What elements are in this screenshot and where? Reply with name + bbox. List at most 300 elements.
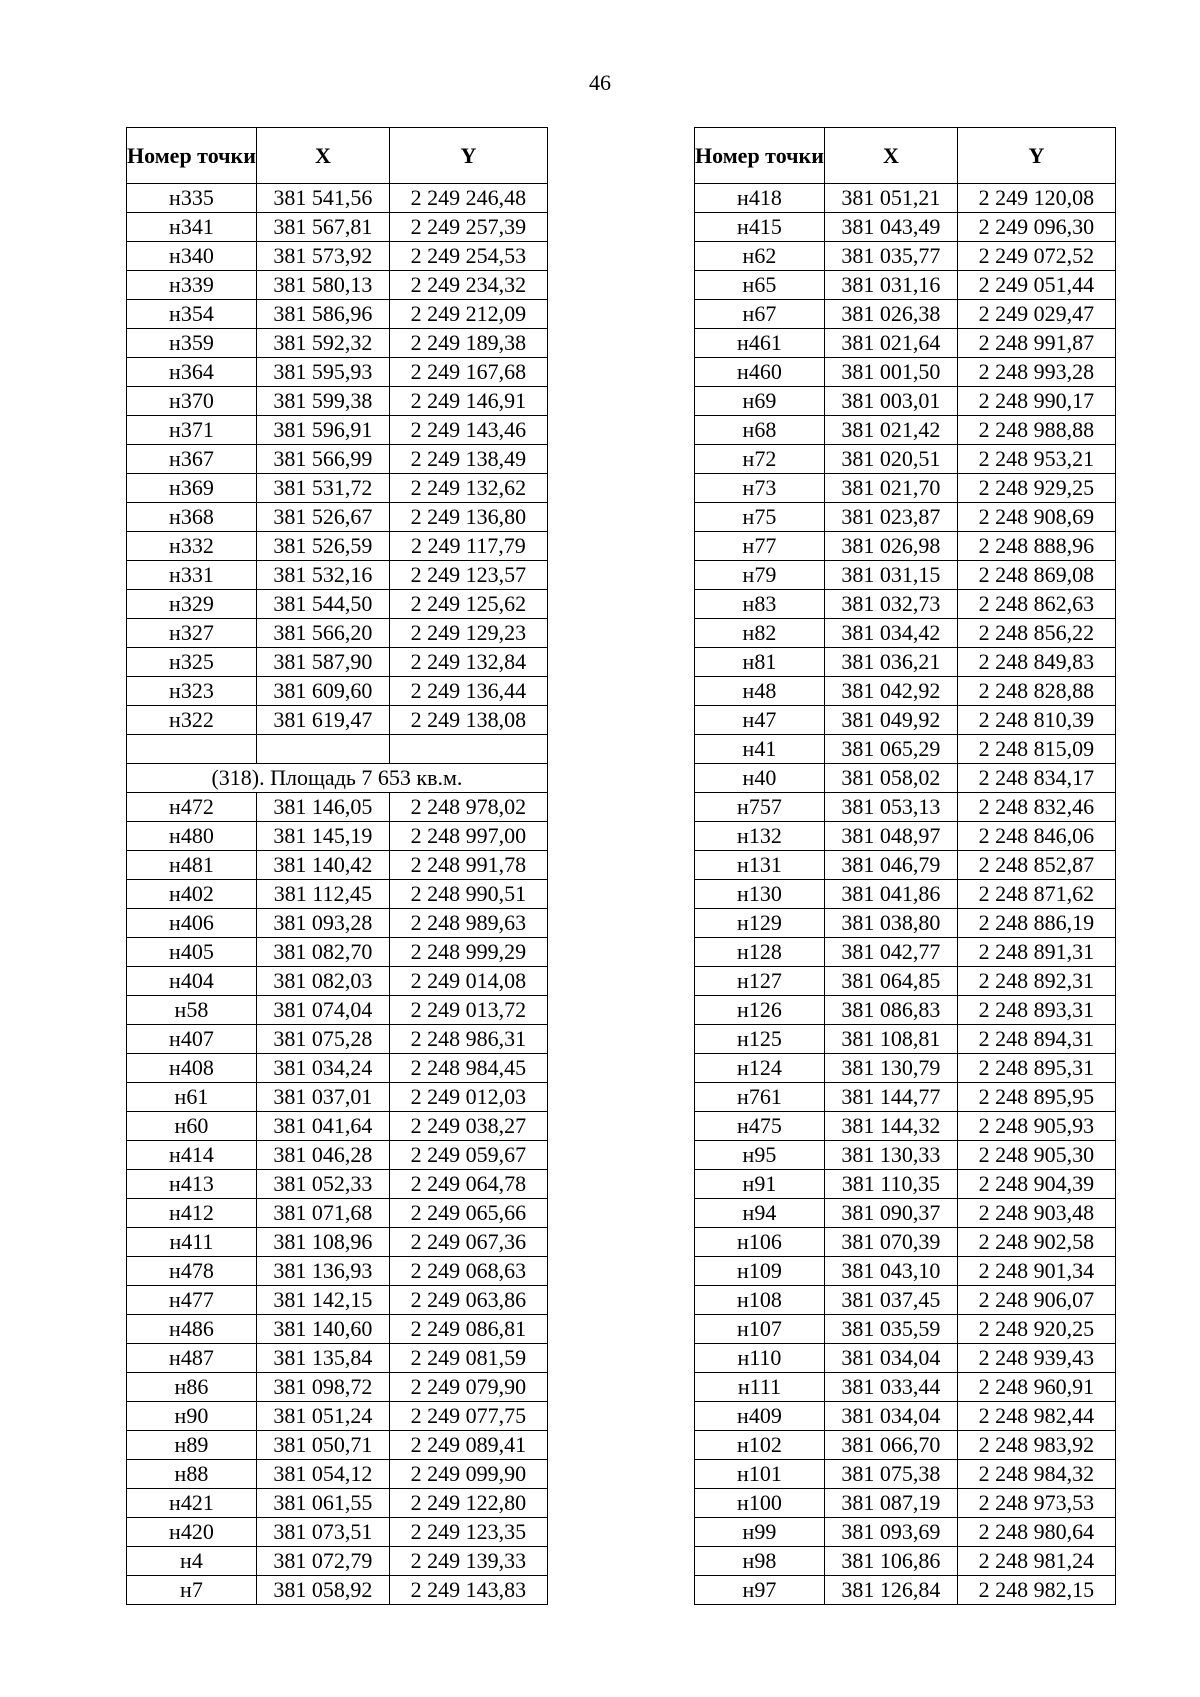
cell-point: н408 (127, 1054, 257, 1083)
cell-x: 381 042,77 (824, 938, 957, 967)
table-row (695, 706, 1116, 735)
cell-x: 381 041,86 (824, 880, 957, 909)
cell-point: н477 (127, 1286, 257, 1315)
cell-point: н41 (695, 735, 825, 764)
cell-point: н413 (127, 1170, 257, 1199)
cell-y: 2 249 139,33 (389, 1547, 547, 1576)
cell-point: н405 (127, 938, 257, 967)
cell-x: 381 034,04 (824, 1344, 957, 1373)
table-row (695, 1315, 1116, 1344)
table-row (695, 300, 1116, 329)
cell-x: 381 146,05 (256, 793, 389, 822)
table-row (695, 619, 1116, 648)
cell-y: 2 248 982,15 (957, 1576, 1115, 1605)
table-row (127, 213, 548, 242)
cell-x: 381 054,12 (256, 1460, 389, 1489)
cell-y: 2 249 123,35 (389, 1518, 547, 1547)
header-y: Y (957, 128, 1115, 184)
table-row (127, 242, 548, 271)
cell-x: 381 031,16 (824, 271, 957, 300)
cell-y: 2 249 079,90 (389, 1373, 547, 1402)
cell-x: 381 041,64 (256, 1112, 389, 1141)
cell-y: 2 248 999,29 (389, 938, 547, 967)
table-row (695, 851, 1116, 880)
cell-point: н325 (127, 648, 257, 677)
table-header-row (695, 128, 1116, 184)
cell-x: 381 140,60 (256, 1315, 389, 1344)
cell-y: 2 249 096,30 (957, 213, 1115, 242)
cell-y: 2 248 939,43 (957, 1344, 1115, 1373)
table-header-row (127, 128, 548, 184)
cell-x: 381 126,84 (824, 1576, 957, 1605)
cell-y: 2 248 828,88 (957, 677, 1115, 706)
header-x: X (256, 128, 389, 184)
cell-y: 2 248 894,31 (957, 1025, 1115, 1054)
table-row (695, 1112, 1116, 1141)
cell-x: 381 087,19 (824, 1489, 957, 1518)
table-row (127, 1576, 548, 1605)
cell-x: 381 110,35 (824, 1170, 957, 1199)
cell-point: н47 (695, 706, 825, 735)
cell-x: 381 130,79 (824, 1054, 957, 1083)
cell-y: 2 248 991,87 (957, 329, 1115, 358)
cell-point: н481 (127, 851, 257, 880)
cell-y: 2 248 869,08 (957, 561, 1115, 590)
cell-point: н480 (127, 822, 257, 851)
cell-x: 381 526,67 (256, 503, 389, 532)
cell-x: 381 142,15 (256, 1286, 389, 1315)
cell-point: н7 (127, 1576, 257, 1605)
cell-x: 381 023,87 (824, 503, 957, 532)
cell-x: 381 580,13 (256, 271, 389, 300)
table-row (695, 474, 1116, 503)
cell-point: н409 (695, 1402, 825, 1431)
cell-x: 381 020,51 (824, 445, 957, 474)
cell-y: 2 248 815,09 (957, 735, 1115, 764)
table-row (127, 706, 548, 735)
cell-point: н359 (127, 329, 257, 358)
cell-x: 381 066,70 (824, 1431, 957, 1460)
cell-x: 381 048,97 (824, 822, 957, 851)
cell-point: н98 (695, 1547, 825, 1576)
cell-x: 381 049,92 (824, 706, 957, 735)
cell-x: 381 531,72 (256, 474, 389, 503)
table-row (695, 387, 1116, 416)
cell-x: 381 136,93 (256, 1257, 389, 1286)
table-row (127, 474, 548, 503)
cell-y: 2 248 986,31 (389, 1025, 547, 1054)
cell-x: 381 051,24 (256, 1402, 389, 1431)
cell-point: н127 (695, 967, 825, 996)
cell-y: 2 248 862,63 (957, 590, 1115, 619)
cell-point: н478 (127, 1257, 257, 1286)
coordinates-table-left (126, 127, 548, 1605)
cell-y: 2 248 905,30 (957, 1141, 1115, 1170)
cell-point: н371 (127, 416, 257, 445)
table-row (695, 561, 1116, 590)
cell-point: н110 (695, 1344, 825, 1373)
cell-x (256, 735, 389, 764)
cell-x: 381 144,77 (824, 1083, 957, 1112)
cell-point: н91 (695, 1170, 825, 1199)
table-row (127, 271, 548, 300)
cell-y: 2 249 129,23 (389, 619, 547, 648)
table-row (127, 1025, 548, 1054)
cell-point: н340 (127, 242, 257, 271)
table-row (127, 184, 548, 213)
table-row (695, 1141, 1116, 1170)
cell-y: 2 249 143,83 (389, 1576, 547, 1605)
cell-y: 2 249 234,32 (389, 271, 547, 300)
table-row (695, 1576, 1116, 1605)
cell-x: 381 058,02 (824, 764, 957, 793)
cell-y: 2 248 856,22 (957, 619, 1115, 648)
cell-y: 2 249 132,84 (389, 648, 547, 677)
cell-x: 381 064,85 (824, 967, 957, 996)
cell-point: н109 (695, 1257, 825, 1286)
table-row (695, 967, 1116, 996)
table-row (127, 1315, 548, 1344)
cell-point: н411 (127, 1228, 257, 1257)
table-row (695, 1373, 1116, 1402)
table-row (695, 358, 1116, 387)
cell-x: 381 031,15 (824, 561, 957, 590)
cell-point: н472 (127, 793, 257, 822)
cell-y: 2 248 990,51 (389, 880, 547, 909)
cell-point: н327 (127, 619, 257, 648)
cell-x: 381 587,90 (256, 648, 389, 677)
cell-x: 381 034,24 (256, 1054, 389, 1083)
table-row (127, 416, 548, 445)
table-row (695, 735, 1116, 764)
cell-y: 2 248 888,96 (957, 532, 1115, 561)
cell-x: 381 526,59 (256, 532, 389, 561)
cell-x: 381 567,81 (256, 213, 389, 242)
cell-y: 2 248 960,91 (957, 1373, 1115, 1402)
table-row (127, 880, 548, 909)
cell-point: н82 (695, 619, 825, 648)
cell-x: 381 034,04 (824, 1402, 957, 1431)
cell-point: н370 (127, 387, 257, 416)
cell-x: 381 052,33 (256, 1170, 389, 1199)
table-row (127, 503, 548, 532)
cell-y: 2 249 212,09 (389, 300, 547, 329)
cell-point: н81 (695, 648, 825, 677)
cell-point: н421 (127, 1489, 257, 1518)
cell-x: 381 003,01 (824, 387, 957, 416)
cell-x: 381 145,19 (256, 822, 389, 851)
cell-point: н329 (127, 590, 257, 619)
cell-y: 2 248 846,06 (957, 822, 1115, 851)
cell-x: 381 026,98 (824, 532, 957, 561)
cell-x: 381 544,50 (256, 590, 389, 619)
cell-point: н88 (127, 1460, 257, 1489)
cell-x: 381 035,59 (824, 1315, 957, 1344)
table-row (127, 1344, 548, 1373)
table-row (695, 242, 1116, 271)
cell-point: н126 (695, 996, 825, 1025)
header-y: Y (389, 128, 547, 184)
table-row (127, 1170, 548, 1199)
cell-y: 2 248 892,31 (957, 967, 1115, 996)
table-row (127, 822, 548, 851)
cell-point: н62 (695, 242, 825, 271)
table-row (695, 590, 1116, 619)
table-row (695, 1170, 1116, 1199)
cell-point: н757 (695, 793, 825, 822)
cell-point: н77 (695, 532, 825, 561)
section-title: (318). Площадь 7 653 кв.м. (127, 764, 548, 793)
cell-y: 2 248 891,31 (957, 938, 1115, 967)
cell-point: н332 (127, 532, 257, 561)
cell-point: н132 (695, 822, 825, 851)
cell-point: н412 (127, 1199, 257, 1228)
cell-point: н414 (127, 1141, 257, 1170)
cell-y: 2 249 125,62 (389, 590, 547, 619)
cell-y: 2 249 117,79 (389, 532, 547, 561)
cell-x: 381 038,80 (824, 909, 957, 938)
cell-x: 381 046,79 (824, 851, 957, 880)
table-row (127, 329, 548, 358)
cell-y: 2 249 072,52 (957, 242, 1115, 271)
cell-point: н129 (695, 909, 825, 938)
table-row (127, 561, 548, 590)
table-row (127, 1431, 548, 1460)
table-row (127, 590, 548, 619)
cell-point: н86 (127, 1373, 257, 1402)
cell-y: 2 249 143,46 (389, 416, 547, 445)
table-row (695, 271, 1116, 300)
cell-x: 381 619,47 (256, 706, 389, 735)
cell-point: н460 (695, 358, 825, 387)
cell-y: 2 249 081,59 (389, 1344, 547, 1373)
cell-y: 2 248 871,62 (957, 880, 1115, 909)
table-row (127, 387, 548, 416)
table-row (127, 1402, 548, 1431)
table-row (695, 648, 1116, 677)
cell-y: 2 248 904,39 (957, 1170, 1115, 1199)
cell-point: н111 (695, 1373, 825, 1402)
cell-y: 2 249 038,27 (389, 1112, 547, 1141)
table-row (127, 677, 548, 706)
table-row (695, 880, 1116, 909)
cell-y: 2 248 989,63 (389, 909, 547, 938)
cell-point: н335 (127, 184, 257, 213)
cell-x: 381 026,38 (824, 300, 957, 329)
cell-x: 381 093,69 (824, 1518, 957, 1547)
table-row (695, 909, 1116, 938)
table-row (127, 1228, 548, 1257)
cell-point: н48 (695, 677, 825, 706)
cell-point: н69 (695, 387, 825, 416)
table-row (695, 1257, 1116, 1286)
cell-y: 2 248 997,00 (389, 822, 547, 851)
table-row (695, 416, 1116, 445)
cell-point: н486 (127, 1315, 257, 1344)
table-row (695, 1460, 1116, 1489)
cell-y: 2 248 832,46 (957, 793, 1115, 822)
cell-x: 381 033,44 (824, 1373, 957, 1402)
cell-point: н58 (127, 996, 257, 1025)
cell-y: 2 249 189,38 (389, 329, 547, 358)
table-row (127, 938, 548, 967)
table-row (127, 648, 548, 677)
table-row (127, 1054, 548, 1083)
cell-x: 381 058,92 (256, 1576, 389, 1605)
table-row (127, 735, 548, 764)
table-row (695, 996, 1116, 1025)
table-row (127, 1141, 548, 1170)
table-row (127, 358, 548, 387)
cell-y: 2 249 029,47 (957, 300, 1115, 329)
cell-y: 2 248 984,32 (957, 1460, 1115, 1489)
cell-y: 2 249 138,49 (389, 445, 547, 474)
cell-x: 381 071,68 (256, 1199, 389, 1228)
cell-x: 381 035,77 (824, 242, 957, 271)
coordinates-table-right (694, 127, 1116, 1605)
table-row (127, 1460, 548, 1489)
cell-x: 381 082,03 (256, 967, 389, 996)
cell-point: н128 (695, 938, 825, 967)
cell-y: 2 248 905,93 (957, 1112, 1115, 1141)
cell-y: 2 248 982,44 (957, 1402, 1115, 1431)
table-row (127, 996, 548, 1025)
cell-x: 381 065,29 (824, 735, 957, 764)
table-row (695, 1402, 1116, 1431)
cell-point: н102 (695, 1431, 825, 1460)
cell-y: 2 248 886,19 (957, 909, 1115, 938)
cell-x: 381 596,91 (256, 416, 389, 445)
cell-point: н68 (695, 416, 825, 445)
cell-point: н369 (127, 474, 257, 503)
cell-y: 2 248 990,17 (957, 387, 1115, 416)
cell-point: н415 (695, 213, 825, 242)
cell-x: 381 093,28 (256, 909, 389, 938)
cell-point: н418 (695, 184, 825, 213)
cell-x: 381 108,96 (256, 1228, 389, 1257)
cell-y: 2 248 991,78 (389, 851, 547, 880)
table-row (695, 677, 1116, 706)
cell-x: 381 050,71 (256, 1431, 389, 1460)
table-row (127, 1257, 548, 1286)
cell-point: н364 (127, 358, 257, 387)
table-row (127, 1489, 548, 1518)
table-row (127, 1373, 548, 1402)
cell-point: н75 (695, 503, 825, 532)
table-row (127, 909, 548, 938)
cell-y: 2 249 167,68 (389, 358, 547, 387)
cell-x: 381 034,42 (824, 619, 957, 648)
cell-x: 381 112,45 (256, 880, 389, 909)
cell-y: 2 248 983,92 (957, 1431, 1115, 1460)
table-row (695, 1431, 1116, 1460)
table-row (695, 532, 1116, 561)
cell-x: 381 573,92 (256, 242, 389, 271)
cell-x: 381 051,21 (824, 184, 957, 213)
table-row (695, 1489, 1116, 1518)
cell-point: н94 (695, 1199, 825, 1228)
table-row (695, 1344, 1116, 1373)
table-row (127, 1083, 548, 1112)
table-row (127, 967, 548, 996)
cell-point: н40 (695, 764, 825, 793)
cell-y: 2 249 132,62 (389, 474, 547, 503)
table-row (695, 445, 1116, 474)
cell-point: н407 (127, 1025, 257, 1054)
header-x: X (824, 128, 957, 184)
cell-y: 2 249 254,53 (389, 242, 547, 271)
cell-point: н61 (127, 1083, 257, 1112)
table-row (127, 793, 548, 822)
cell-y: 2 249 051,44 (957, 271, 1115, 300)
cell-y: 2 249 086,81 (389, 1315, 547, 1344)
cell-y: 2 249 136,80 (389, 503, 547, 532)
cell-point: н90 (127, 1402, 257, 1431)
cell-point: н354 (127, 300, 257, 329)
cell-x: 381 043,49 (824, 213, 957, 242)
cell-x: 381 021,42 (824, 416, 957, 445)
cell-x: 381 106,86 (824, 1547, 957, 1576)
cell-x: 381 599,38 (256, 387, 389, 416)
table-row (695, 1199, 1116, 1228)
cell-point: н125 (695, 1025, 825, 1054)
cell-y: 2 249 013,72 (389, 996, 547, 1025)
cell-y: 2 249 067,36 (389, 1228, 547, 1257)
cell-point: н131 (695, 851, 825, 880)
table-row (695, 1025, 1116, 1054)
cell-point: н60 (127, 1112, 257, 1141)
cell-x: 381 037,01 (256, 1083, 389, 1112)
page-number: 46 (589, 70, 611, 95)
cell-y: 2 248 834,17 (957, 764, 1115, 793)
cell-y (389, 735, 547, 764)
cell-y: 2 248 993,28 (957, 358, 1115, 387)
cell-y: 2 248 988,88 (957, 416, 1115, 445)
cell-point: н331 (127, 561, 257, 590)
cell-point: н420 (127, 1518, 257, 1547)
cell-x: 381 061,55 (256, 1489, 389, 1518)
cell-y: 2 249 063,86 (389, 1286, 547, 1315)
cell-y: 2 248 980,64 (957, 1518, 1115, 1547)
cell-x: 381 108,81 (824, 1025, 957, 1054)
cell-x: 381 042,92 (824, 677, 957, 706)
cell-point: н475 (695, 1112, 825, 1141)
cell-x: 381 073,51 (256, 1518, 389, 1547)
cell-point: н4 (127, 1547, 257, 1576)
cell-x: 381 046,28 (256, 1141, 389, 1170)
table-row (127, 851, 548, 880)
table-row (695, 938, 1116, 967)
cell-point: н99 (695, 1518, 825, 1547)
cell-point: н106 (695, 1228, 825, 1257)
cell-y: 2 248 978,02 (389, 793, 547, 822)
cell-y: 2 248 810,39 (957, 706, 1115, 735)
cell-x: 381 037,45 (824, 1286, 957, 1315)
cell-y: 2 249 138,08 (389, 706, 547, 735)
cell-y: 2 249 120,08 (957, 184, 1115, 213)
cell-x: 381 036,21 (824, 648, 957, 677)
cell-x: 381 541,56 (256, 184, 389, 213)
cell-point: н124 (695, 1054, 825, 1083)
cell-point: н323 (127, 677, 257, 706)
cell-x: 381 595,93 (256, 358, 389, 387)
cell-y: 2 249 089,41 (389, 1431, 547, 1460)
cell-y: 2 248 984,45 (389, 1054, 547, 1083)
cell-x: 381 021,70 (824, 474, 957, 503)
cell-point: н761 (695, 1083, 825, 1112)
cell-y: 2 249 257,39 (389, 213, 547, 242)
cell-y: 2 248 852,87 (957, 851, 1115, 880)
